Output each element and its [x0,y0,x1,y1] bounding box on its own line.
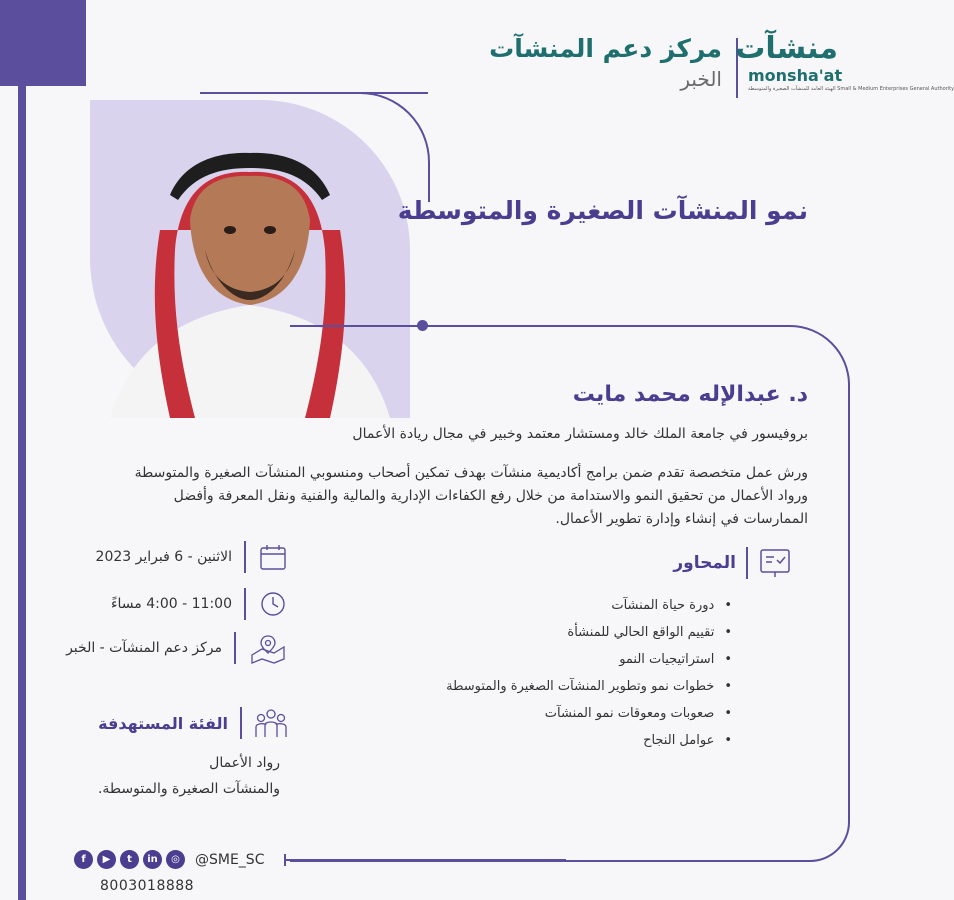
axes-title: المحاور [673,553,736,573]
speaker-name: د. عبدالإله محمد مايت [572,382,808,407]
audience-description [98,750,280,802]
axes-divider [746,547,748,579]
list-item: • صعوبات ومعوقات نمو المنشآت [446,704,732,731]
event-date: الاثنين - 6 فبراير 2023 [95,549,232,565]
date-divider [244,541,246,573]
social-handle[interactable]: @SME_SC [195,851,265,868]
event-time-row [111,588,288,620]
location-pin-icon [248,633,288,663]
list-item: • تقييم الواقع الحالي للمنشأة [446,623,732,650]
list-item: • خطوات نمو وتطوير المنشآت الصغيرة والمتوسطة [446,677,732,704]
event-date-row [96,541,288,573]
audience-line: والمنشآت الصغيرة والمتوسطة. [97,781,280,797]
logo-subtitle: الهيئة العامة للمنشآت الصغيرة والمتوسطة Small & Medium Enterprises General Authority [748,86,954,92]
decorative-corner-block [0,0,86,86]
decorative-left-line [18,86,26,900]
audience-divider [240,707,242,739]
list-item: • دورة حياة المنشآت [446,596,732,623]
presentation-board-icon [758,546,792,580]
youtube-icon[interactable]: ▶ [97,850,116,869]
audience-title: الفئة المستهدفة [98,713,228,733]
phone-number[interactable]: 8003018888 [100,878,195,894]
location-divider [234,632,236,664]
twitter-icon[interactable]: t [120,850,139,869]
event-time: 11:00 - 4:00 مساءً [110,596,232,612]
monshaat-logo [735,31,954,92]
instagram-icon[interactable]: ◎ [166,850,185,869]
center-city: الخبر [680,67,722,91]
event-location: مركز دعم المنشآت - الخبر [66,640,222,656]
axes-list [446,596,732,758]
speaker-bio: بروفيسور في جامعة الملك خالد ومستشار معتمد وخبير في مجال ريادة الأعمال [352,426,808,442]
center-header [489,34,722,91]
center-name: مركز دعم المنشآت [489,34,722,63]
list-item: • عوامل النجاح [446,731,732,758]
event-location-row [66,632,288,664]
workshop-title: نمو المنشآت الصغيرة والمتوسطة [397,196,808,225]
card-border-dot [417,320,428,331]
logo-arabic: منشآت [735,31,838,66]
clock-icon [258,589,288,619]
list-item: • استراتيجيات النمو [446,650,732,677]
audience-group-icon [254,706,288,740]
linkedin-icon[interactable]: in [143,850,162,869]
axes-header [673,546,792,580]
decorative-top-line [200,92,428,94]
audience-header [98,706,288,740]
workshop-description: ورش عمل متخصصة تقدم ضمن برامج أكاديمية منشآت بهدف تمكين أصحاب ومنسوبي المنشآت الصغيرة والمتوسطة ورواد الأعمال من تحقيق النمو والاستدامة من خلال رفع الكفاءات الإدارية والمالية والفنية ونقل المعرفة وأفضل الممارسات في إنشاء وإدارة تطوير الأعمال. [134,465,808,527]
facebook-icon[interactable]: f [74,850,93,869]
time-divider [244,588,246,620]
audience-line: رواد الأعمال [209,755,280,771]
footer-line [284,859,566,861]
calendar-icon [258,542,288,572]
social-links [74,850,264,869]
logo-english: monsha'at [748,66,843,85]
